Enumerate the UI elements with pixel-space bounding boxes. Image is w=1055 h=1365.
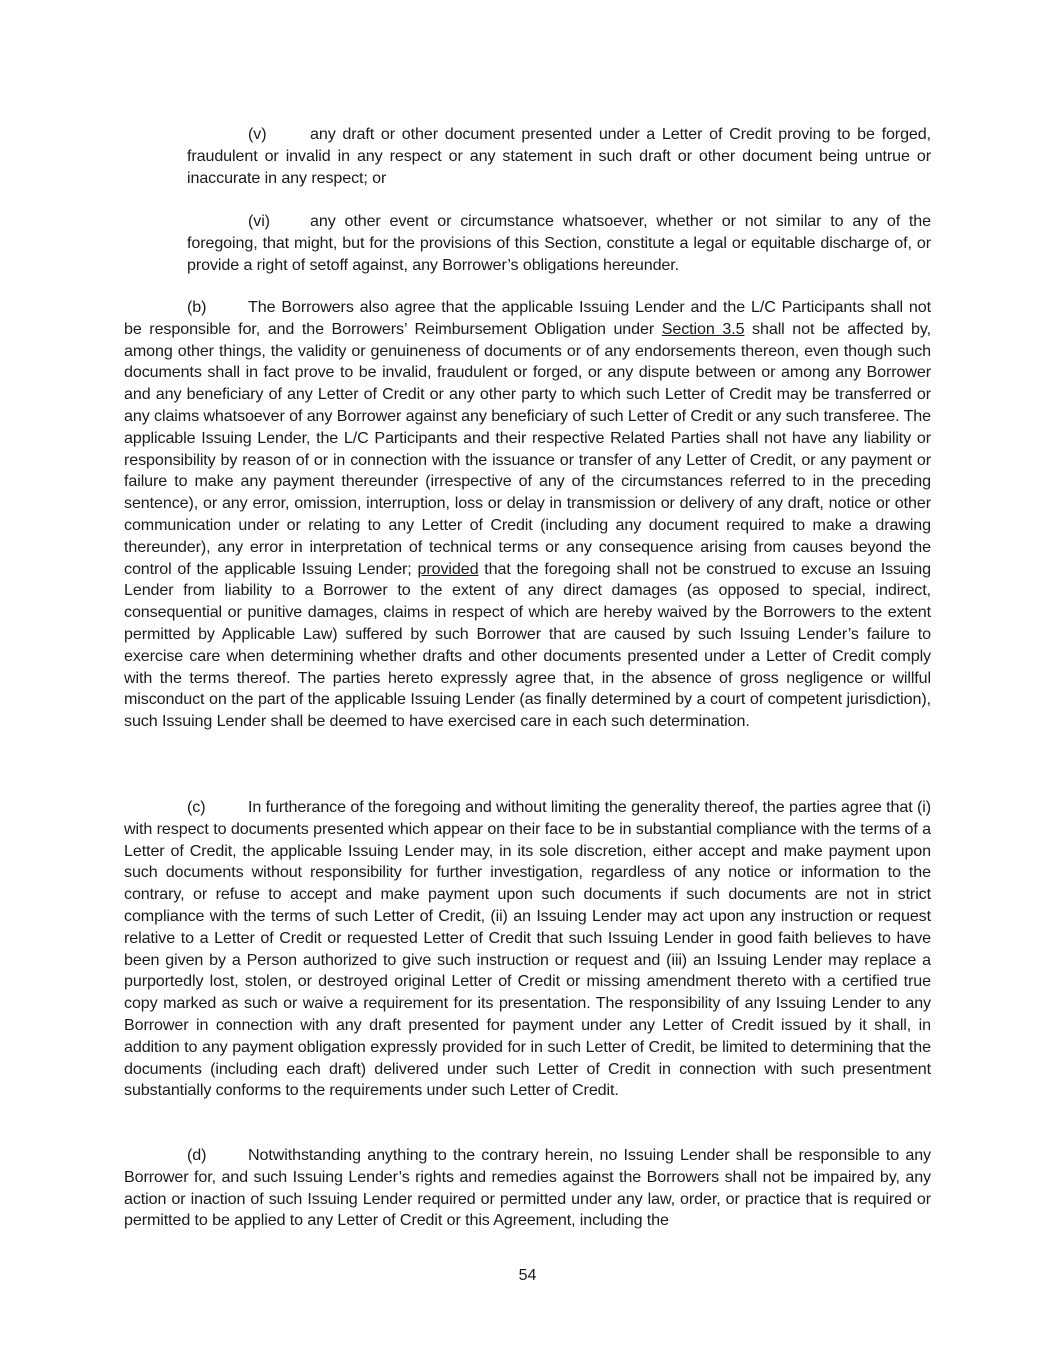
paragraph-v	[187, 124, 931, 189]
paragraph-label: (vi)	[248, 212, 270, 230]
paragraph-text: that the foregoing shall not be construed to excuse an Issuing Lender from liability to a Borrower to the extent of any direct damages (as opposed to special, indirect, consequential or punitive damages, claims in respect of which are hereby waived by the Borrowers to the extent permitted by Applicable Law) suffered by such Borrower that are caused by such Issuing Lender’s failure to exercise care when determining whether drafts and other documents presented under a Letter of Credit comply with the terms thereof. The parties hereto expressly agree that, in the absence of gross negligence or willful misconduct on the part of the applicable Issuing Lender (as finally determined by a court of competent jurisdiction), such Issuing Lender shall be deemed to have exercised care in each such determination.	[124, 559, 931, 731]
page-number: 54	[518, 1267, 537, 1284]
paragraph-label: (b)	[187, 298, 207, 316]
paragraph-vi	[187, 211, 931, 276]
paragraph-text: any draft or other document presented under a Letter of Credit proving to be forged, fraudulent or invalid in any respect or any statement in such draft or other document being untrue or inaccurate in any respect; or	[187, 125, 931, 187]
paragraph-text: The Borrowers also agree that the applicable Issuing Lender and the L/C Participants shall not be responsible for, and the Borrowers’ Reimbursement Obligation under	[124, 298, 931, 338]
paragraph-c	[124, 797, 931, 1102]
paragraph-text: In furtherance of the foregoing and without limiting the generality thereof, the parties agree that (i) with respect to documents presented which appear on their face to be in substantial compliance with the terms of a Letter of Credit, the applicable Issuing Lender may, in its sole discretion, either accept and make payment upon such documents without responsibility for further investigation, regardless of any notice or information to the contrary, or refuse to accept and make payment upon such documents if such documents are not in strict compliance with the terms of such Letter of Credit, (ii) an Issuing Lender may act upon any instruction or request relative to a Letter of Credit or requested Letter of Credit that such Issuing Lender in good faith believes to have been given by a Person authorized to give such instruction or request and (iii) an Issuing Lender may replace a purportedly lost, stolen, or destroyed original Letter of Credit or missing amendment thereto with a certified true copy marked as such or waive a requirement for its presentation. The responsibility of any Issuing Lender to any Borrower in connection with any draft presented for payment under any Letter of Credit issued by it shall, in addition to any payment obligation expressly provided for in such Letter of Credit, be limited to determining that the documents (including each draft) delivered under such Letter of Credit in connection with such presentment substantially conforms to the requirements under such Letter of Credit.	[124, 798, 931, 1100]
paragraph-d	[124, 1145, 931, 1232]
paragraph-label: (c)	[187, 798, 206, 816]
paragraph-text: any other event or circumstance whatsoever, whether or not similar to any of the foregoing, that might, but for the provisions of this Section, constitute a legal or equitable discharge of, or provide a right of setoff against, any Borrower’s obligations hereunder.	[187, 212, 931, 274]
paragraph-b	[124, 297, 931, 733]
paragraph-label: (v)	[248, 125, 267, 143]
paragraph-text: shall not be affected by, among other things, the validity or genuineness of documents or of any endorsements thereon, even though such documents shall in fact prove to be invalid, fraudulent or forged, or any dispute between or among any Borrower and any beneficiary of any Letter of Credit or any other party to which such Letter of Credit may be transferred or any claims whatsoever of any Borrower against any beneficiary of such Letter of Credit or any such transferee. The applicable Issuing Lender, the L/C Participants and their respective Related Parties shall not have any liability or responsibility by reason of or in connection with the issuance or transfer of any Letter of Credit, or any payment or failure to make any payment thereunder (irrespective of any of the circumstances referred to in the preceding sentence), or any error, omission, interruption, loss or delay in transmission or delivery of any draft, notice or other communication under or relating to any Letter of Credit (including any document required to make a drawing thereunder), any error in interpretation of technical terms or any consequence arising from causes beyond the control of the applicable Issuing Lender;	[124, 319, 932, 578]
provided-term: provided	[417, 559, 479, 578]
paragraph-text: Notwithstanding anything to the contrary herein, no Issuing Lender shall be responsible to any Borrower for, and such Issuing Lender’s rights and remedies against the Borrowers shall not be impaired by, any action or inaction of such Issuing Lender required or permitted under any law, order, or practice that is required or permitted to be applied to any Letter of Credit or this Agreement, including the	[124, 1146, 931, 1230]
section-reference-link: Section 3.5	[661, 319, 745, 338]
paragraph-label: (d)	[187, 1146, 207, 1164]
